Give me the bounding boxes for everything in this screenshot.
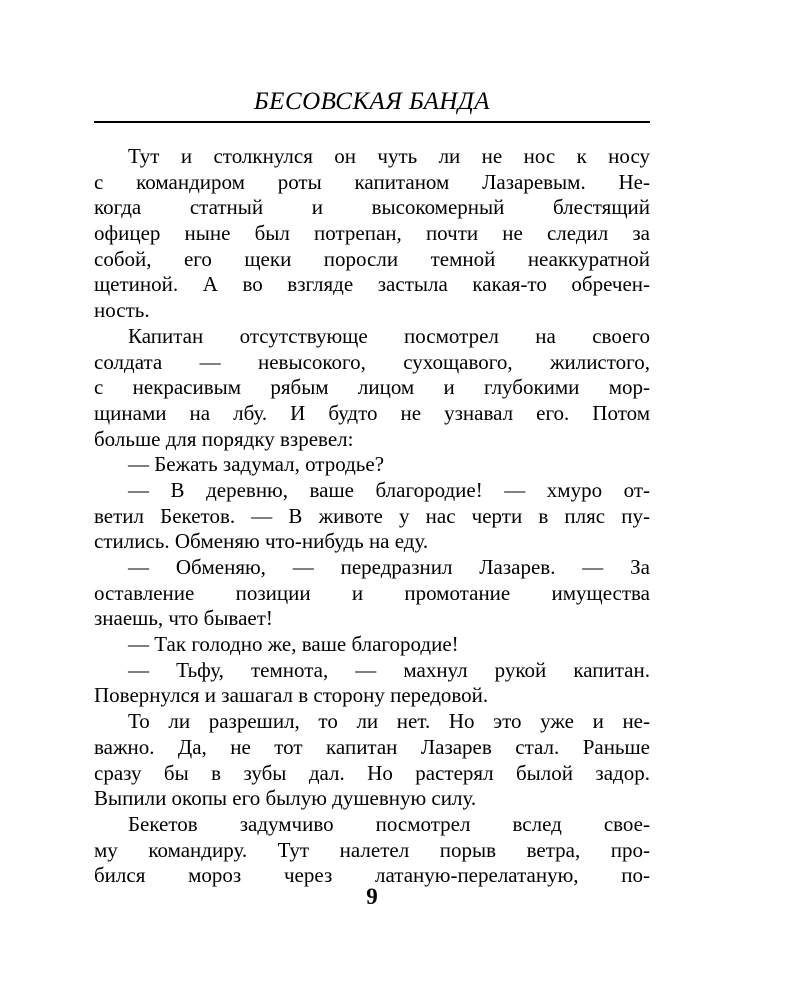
text-line: — В деревню, ваше благородие! — хмуро от- xyxy=(128,477,650,502)
text-line: щинами на лбу. И будто не узнавал его. Потом xyxy=(94,400,650,425)
text-line: Бекетов задумчиво посмотрел вслед свое- xyxy=(128,811,650,836)
text-line: сразу бы в зубы дал. Но растерял былой задор. xyxy=(94,760,650,785)
text-line: важно. Да, не тот капитан Лазарев стал. Раньше xyxy=(94,734,650,759)
text-line: офицер ныне был потрепан, почти не следил за xyxy=(94,221,650,246)
text-line: когда статный и высокомерный блестящий xyxy=(94,195,650,220)
text-line: знаешь, что бывает! xyxy=(94,606,273,631)
header-rule xyxy=(94,121,650,123)
text-line: — Тьфу, темнота, — махнул рукой капитан. xyxy=(128,657,650,682)
text-line: с командиром роты капитаном Лазаревым. Не- xyxy=(94,169,650,194)
text-line: му командиру. Тут налетел порыв ветра, про- xyxy=(94,837,650,862)
text-line: ветил Бекетов. — В животе у нас черти в пляс пу- xyxy=(94,503,650,528)
text-line: собой, его щеки поросли темной неаккуратной xyxy=(94,246,650,271)
text-line: оставление позиции и промотание имущества xyxy=(94,580,650,605)
text-line: — Так голодно же, ваше благородие! xyxy=(128,632,459,657)
body-text xyxy=(94,144,650,889)
text-line: бился мороз через латаную-перелатаную, по- xyxy=(94,863,650,888)
text-line: больше для порядку взревел: xyxy=(94,426,354,451)
page-number: 9 xyxy=(366,884,378,909)
text-line: Капитан отсутствующе посмотрел на своего xyxy=(128,323,650,348)
text-line: То ли разрешил, то ли нет. Но это уже и не- xyxy=(128,709,650,734)
text-line: ность. xyxy=(94,298,150,323)
running-head: БЕСОВСКАЯ БАНДА xyxy=(253,88,491,115)
text-line: солдата — невысокого, сухощавого, жилистого, xyxy=(94,349,650,374)
text-line: — Обменяю, — передразнил Лазарев. — За xyxy=(128,555,650,579)
text-line: Повернулся и зашагал в сторону передовой. xyxy=(94,683,489,708)
text-line: щетиной. А во взгляде застыла какая-то обречен- xyxy=(94,272,650,297)
text-line: — Бежать задумал, отродье? xyxy=(128,452,385,477)
text-line: с некрасивым рябым лицом и глубокими мор- xyxy=(94,375,650,400)
text-line: Тут и столкнулся он чуть ли не нос к носу xyxy=(128,144,650,168)
text-line: стились. Обменяю что-нибудь на еду. xyxy=(94,529,429,554)
text-line: Выпили окопы его былую душевную силу. xyxy=(94,786,477,811)
